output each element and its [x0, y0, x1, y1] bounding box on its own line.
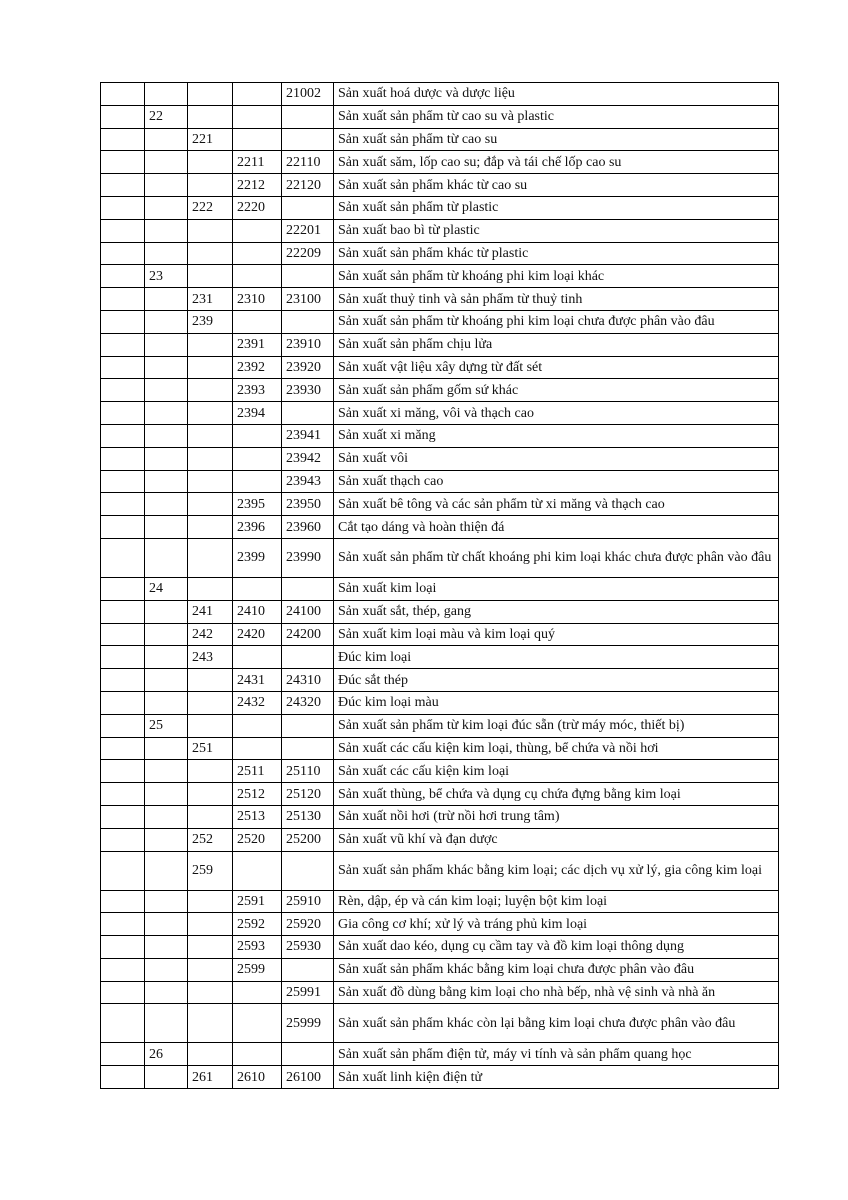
- level1-code-cell: [101, 600, 145, 623]
- level1-code-cell: [101, 936, 145, 959]
- industry-name-cell: Sản xuất sản phẩm từ kim loại đúc sẵn (trừ máy móc, thiết bị): [334, 714, 779, 737]
- table-row: [101, 219, 779, 242]
- table-row: [101, 128, 779, 151]
- table-row: [101, 516, 779, 539]
- level4-code-cell: [233, 981, 282, 1004]
- industry-name-cell: Sản xuất hoá dược và dược liệu: [334, 83, 779, 106]
- level4-code-cell: 2592: [233, 913, 282, 936]
- level1-code-cell: [101, 714, 145, 737]
- level5-code-cell: 22110: [282, 151, 334, 174]
- table-row: [101, 538, 779, 577]
- industry-name-cell: Sản xuất sản phẩm khác từ cao su: [334, 174, 779, 197]
- level2-code-cell: [145, 310, 188, 333]
- level1-code-cell: [101, 151, 145, 174]
- table-row: [101, 577, 779, 600]
- level3-code-cell: [188, 356, 233, 379]
- level1-code-cell: [101, 958, 145, 981]
- level5-code-cell: 24100: [282, 600, 334, 623]
- table-row: [101, 958, 779, 981]
- level1-code-cell: [101, 470, 145, 493]
- table-row: [101, 669, 779, 692]
- level1-code-cell: [101, 890, 145, 913]
- level2-code-cell: [145, 669, 188, 692]
- level3-code-cell: [188, 714, 233, 737]
- level5-code-cell: [282, 714, 334, 737]
- level5-code-cell: 25999: [282, 1004, 334, 1043]
- level4-code-cell: [233, 83, 282, 106]
- table-row: [101, 623, 779, 646]
- level5-code-cell: 23943: [282, 470, 334, 493]
- table-row: [101, 151, 779, 174]
- level5-code-cell: 23941: [282, 424, 334, 447]
- level1-code-cell: [101, 805, 145, 828]
- industry-name-cell: Sản xuất sản phẩm gốm sứ khác: [334, 379, 779, 402]
- industry-name-cell: Sản xuất vôi: [334, 447, 779, 470]
- level3-code-cell: [188, 83, 233, 106]
- table-row: [101, 174, 779, 197]
- level1-code-cell: [101, 669, 145, 692]
- level4-code-cell: 2520: [233, 828, 282, 851]
- level5-code-cell: [282, 737, 334, 760]
- level1-code-cell: [101, 577, 145, 600]
- level4-code-cell: 2220: [233, 196, 282, 219]
- level3-code-cell: 221: [188, 128, 233, 151]
- table-row: [101, 196, 779, 219]
- table-row: [101, 828, 779, 851]
- level3-code-cell: 239: [188, 310, 233, 333]
- level2-code-cell: [145, 516, 188, 539]
- level5-code-cell: 24200: [282, 623, 334, 646]
- level2-code-cell: [145, 288, 188, 311]
- level5-code-cell: 22209: [282, 242, 334, 265]
- level1-code-cell: [101, 196, 145, 219]
- level5-code-cell: 23930: [282, 379, 334, 402]
- level2-code-cell: [145, 1066, 188, 1089]
- level1-code-cell: [101, 828, 145, 851]
- level1-code-cell: [101, 1066, 145, 1089]
- industry-name-cell: Cắt tạo dáng và hoàn thiện đá: [334, 516, 779, 539]
- level3-code-cell: 222: [188, 196, 233, 219]
- level4-code-cell: 2396: [233, 516, 282, 539]
- industry-name-cell: Sản xuất sản phẩm từ cao su: [334, 128, 779, 151]
- level1-code-cell: [101, 379, 145, 402]
- level5-code-cell: 22120: [282, 174, 334, 197]
- level2-code-cell: [145, 783, 188, 806]
- level1-code-cell: [101, 219, 145, 242]
- level4-code-cell: [233, 447, 282, 470]
- level2-code-cell: [145, 851, 188, 890]
- level2-code-cell: [145, 424, 188, 447]
- industry-name-cell: Đúc kim loại: [334, 646, 779, 669]
- level2-code-cell: [145, 174, 188, 197]
- table-row: [101, 783, 779, 806]
- level1-code-cell: [101, 310, 145, 333]
- level3-code-cell: [188, 493, 233, 516]
- level3-code-cell: [188, 1043, 233, 1066]
- industry-name-cell: Sản xuất đồ dùng bằng kim loại cho nhà bếp, nhà vệ sinh và nhà ăn: [334, 981, 779, 1004]
- level2-code-cell: 23: [145, 265, 188, 288]
- level3-code-cell: [188, 447, 233, 470]
- level5-code-cell: [282, 402, 334, 425]
- level4-code-cell: [233, 310, 282, 333]
- level2-code-cell: [145, 828, 188, 851]
- level1-code-cell: [101, 1004, 145, 1043]
- table-row: [101, 288, 779, 311]
- level4-code-cell: [233, 424, 282, 447]
- level4-code-cell: [233, 219, 282, 242]
- level2-code-cell: [145, 128, 188, 151]
- level2-code-cell: [145, 356, 188, 379]
- level1-code-cell: [101, 288, 145, 311]
- level3-code-cell: [188, 379, 233, 402]
- level1-code-cell: [101, 333, 145, 356]
- level3-code-cell: [188, 402, 233, 425]
- table-row: [101, 105, 779, 128]
- level3-code-cell: [188, 805, 233, 828]
- level3-code-cell: [188, 265, 233, 288]
- level1-code-cell: [101, 105, 145, 128]
- level4-code-cell: 2593: [233, 936, 282, 959]
- table-row: [101, 913, 779, 936]
- level4-code-cell: [233, 577, 282, 600]
- industry-name-cell: Sản xuất các cấu kiện kim loại, thùng, bể chứa và nồi hơi: [334, 737, 779, 760]
- level4-code-cell: 2512: [233, 783, 282, 806]
- industry-name-cell: Sản xuất sản phẩm từ khoáng phi kim loại khác: [334, 265, 779, 288]
- level3-code-cell: 252: [188, 828, 233, 851]
- level4-code-cell: [233, 737, 282, 760]
- level4-code-cell: [233, 714, 282, 737]
- level2-code-cell: [145, 913, 188, 936]
- table-row: [101, 424, 779, 447]
- level4-code-cell: 2211: [233, 151, 282, 174]
- level1-code-cell: [101, 265, 145, 288]
- level1-code-cell: [101, 783, 145, 806]
- level3-code-cell: 261: [188, 1066, 233, 1089]
- level4-code-cell: [233, 242, 282, 265]
- level2-code-cell: [145, 691, 188, 714]
- level4-code-cell: [233, 1043, 282, 1066]
- level2-code-cell: [145, 936, 188, 959]
- level5-code-cell: 23942: [282, 447, 334, 470]
- level2-code-cell: [145, 196, 188, 219]
- table-row: [101, 402, 779, 425]
- level1-code-cell: [101, 242, 145, 265]
- level5-code-cell: 23910: [282, 333, 334, 356]
- level3-code-cell: [188, 538, 233, 577]
- table-row: [101, 936, 779, 959]
- level2-code-cell: 26: [145, 1043, 188, 1066]
- level3-code-cell: [188, 1004, 233, 1043]
- level2-code-cell: [145, 981, 188, 1004]
- industry-name-cell: Rèn, dập, ép và cán kim loại; luyện bột kim loại: [334, 890, 779, 913]
- table-row: [101, 981, 779, 1004]
- table-row: [101, 714, 779, 737]
- level5-code-cell: 25110: [282, 760, 334, 783]
- level3-code-cell: [188, 516, 233, 539]
- industry-name-cell: Sản xuất sản phẩm chịu lửa: [334, 333, 779, 356]
- table-row: [101, 242, 779, 265]
- level2-code-cell: [145, 151, 188, 174]
- level2-code-cell: [145, 1004, 188, 1043]
- level5-code-cell: 23990: [282, 538, 334, 577]
- level1-code-cell: [101, 424, 145, 447]
- industry-name-cell: Sản xuất sản phẩm điện tử, máy vi tính và sản phẩm quang học: [334, 1043, 779, 1066]
- table-row: [101, 1043, 779, 1066]
- level3-code-cell: 259: [188, 851, 233, 890]
- level3-code-cell: [188, 424, 233, 447]
- level3-code-cell: [188, 691, 233, 714]
- level1-code-cell: [101, 981, 145, 1004]
- level5-code-cell: 25991: [282, 981, 334, 1004]
- table-row: [101, 851, 779, 890]
- level2-code-cell: [145, 242, 188, 265]
- industry-name-cell: Sản xuất các cấu kiện kim loại: [334, 760, 779, 783]
- level3-code-cell: [188, 105, 233, 128]
- level5-code-cell: 25130: [282, 805, 334, 828]
- level1-code-cell: [101, 493, 145, 516]
- table-row: [101, 1066, 779, 1089]
- level5-code-cell: [282, 265, 334, 288]
- level4-code-cell: 2591: [233, 890, 282, 913]
- industry-name-cell: Sản xuất săm, lốp cao su; đắp và tái chế lốp cao su: [334, 151, 779, 174]
- level3-code-cell: [188, 783, 233, 806]
- level5-code-cell: 23960: [282, 516, 334, 539]
- level5-code-cell: 23950: [282, 493, 334, 516]
- table-row: [101, 805, 779, 828]
- level2-code-cell: [145, 737, 188, 760]
- table-row: [101, 691, 779, 714]
- level2-code-cell: [145, 379, 188, 402]
- level4-code-cell: 2513: [233, 805, 282, 828]
- table-row: [101, 356, 779, 379]
- industry-name-cell: Sản xuất sắt, thép, gang: [334, 600, 779, 623]
- level2-code-cell: 25: [145, 714, 188, 737]
- table-row: [101, 1004, 779, 1043]
- level4-code-cell: 2431: [233, 669, 282, 692]
- level2-code-cell: [145, 470, 188, 493]
- table-row: [101, 646, 779, 669]
- level4-code-cell: [233, 265, 282, 288]
- level1-code-cell: [101, 1043, 145, 1066]
- level5-code-cell: 24310: [282, 669, 334, 692]
- table-row: [101, 890, 779, 913]
- industry-name-cell: Sản xuất sản phẩm từ cao su và plastic: [334, 105, 779, 128]
- level2-code-cell: 22: [145, 105, 188, 128]
- level3-code-cell: [188, 760, 233, 783]
- level5-code-cell: 26100: [282, 1066, 334, 1089]
- level1-code-cell: [101, 447, 145, 470]
- industry-name-cell: Đúc sắt thép: [334, 669, 779, 692]
- level4-code-cell: 2420: [233, 623, 282, 646]
- industry-name-cell: Sản xuất vật liệu xây dựng từ đất sét: [334, 356, 779, 379]
- level3-code-cell: 242: [188, 623, 233, 646]
- industry-name-cell: Sản xuất sản phẩm khác bằng kim loại; các dịch vụ xử lý, gia công kim loại: [334, 851, 779, 890]
- level5-code-cell: 23100: [282, 288, 334, 311]
- level5-code-cell: [282, 577, 334, 600]
- table-row: [101, 470, 779, 493]
- industry-name-cell: Sản xuất kim loại màu và kim loại quý: [334, 623, 779, 646]
- level1-code-cell: [101, 851, 145, 890]
- level4-code-cell: 2610: [233, 1066, 282, 1089]
- table-row: [101, 600, 779, 623]
- industry-name-cell: Sản xuất thạch cao: [334, 470, 779, 493]
- table-row: [101, 333, 779, 356]
- industry-name-cell: Sản xuất nồi hơi (trừ nồi hơi trung tâm): [334, 805, 779, 828]
- table-row: [101, 265, 779, 288]
- level2-code-cell: [145, 890, 188, 913]
- industry-name-cell: Gia công cơ khí; xử lý và tráng phủ kim loại: [334, 913, 779, 936]
- industry-name-cell: Sản xuất xi măng: [334, 424, 779, 447]
- level4-code-cell: [233, 646, 282, 669]
- table-row: [101, 447, 779, 470]
- level4-code-cell: 2391: [233, 333, 282, 356]
- level3-code-cell: [188, 890, 233, 913]
- level5-code-cell: [282, 310, 334, 333]
- level4-code-cell: [233, 105, 282, 128]
- table-row: [101, 83, 779, 106]
- level2-code-cell: [145, 805, 188, 828]
- level1-code-cell: [101, 516, 145, 539]
- industry-code-table-body: [101, 83, 779, 1089]
- level1-code-cell: [101, 646, 145, 669]
- level5-code-cell: [282, 1043, 334, 1066]
- level5-code-cell: 25910: [282, 890, 334, 913]
- level3-code-cell: [188, 151, 233, 174]
- industry-name-cell: Sản xuất sản phẩm khác từ plastic: [334, 242, 779, 265]
- level3-code-cell: [188, 913, 233, 936]
- industry-name-cell: Sản xuất sản phẩm từ plastic: [334, 196, 779, 219]
- level1-code-cell: [101, 737, 145, 760]
- level2-code-cell: [145, 447, 188, 470]
- level5-code-cell: [282, 196, 334, 219]
- level4-code-cell: 2310: [233, 288, 282, 311]
- level4-code-cell: 2511: [233, 760, 282, 783]
- industry-name-cell: Sản xuất sản phẩm khác còn lại bằng kim loại chưa được phân vào đâu: [334, 1004, 779, 1043]
- level3-code-cell: 251: [188, 737, 233, 760]
- level3-code-cell: [188, 577, 233, 600]
- level4-code-cell: 2395: [233, 493, 282, 516]
- industry-name-cell: Sản xuất sản phẩm từ chất khoáng phi kim loại khác chưa được phân vào đâu: [334, 538, 779, 577]
- level1-code-cell: [101, 913, 145, 936]
- level2-code-cell: [145, 402, 188, 425]
- level2-code-cell: [145, 219, 188, 242]
- level1-code-cell: [101, 356, 145, 379]
- level1-code-cell: [101, 174, 145, 197]
- level1-code-cell: [101, 402, 145, 425]
- level3-code-cell: [188, 242, 233, 265]
- level3-code-cell: [188, 981, 233, 1004]
- level1-code-cell: [101, 691, 145, 714]
- level3-code-cell: [188, 333, 233, 356]
- level4-code-cell: 2392: [233, 356, 282, 379]
- level5-code-cell: 24320: [282, 691, 334, 714]
- level2-code-cell: [145, 600, 188, 623]
- level5-code-cell: [282, 958, 334, 981]
- level2-code-cell: [145, 646, 188, 669]
- level5-code-cell: [282, 646, 334, 669]
- table-row: [101, 760, 779, 783]
- industry-name-cell: Sản xuất sản phẩm khác bằng kim loại chưa được phân vào đâu: [334, 958, 779, 981]
- level2-code-cell: [145, 83, 188, 106]
- level1-code-cell: [101, 538, 145, 577]
- level3-code-cell: [188, 219, 233, 242]
- level5-code-cell: 23920: [282, 356, 334, 379]
- table-row: [101, 493, 779, 516]
- level4-code-cell: [233, 470, 282, 493]
- level3-code-cell: [188, 669, 233, 692]
- level2-code-cell: [145, 333, 188, 356]
- level1-code-cell: [101, 83, 145, 106]
- level4-code-cell: [233, 128, 282, 151]
- level5-code-cell: 25120: [282, 783, 334, 806]
- level4-code-cell: 2410: [233, 600, 282, 623]
- level3-code-cell: 241: [188, 600, 233, 623]
- industry-name-cell: Sản xuất thuỷ tinh và sản phẩm từ thuỷ tinh: [334, 288, 779, 311]
- level5-code-cell: [282, 128, 334, 151]
- level5-code-cell: 22201: [282, 219, 334, 242]
- level4-code-cell: 2212: [233, 174, 282, 197]
- level2-code-cell: [145, 623, 188, 646]
- level4-code-cell: [233, 1004, 282, 1043]
- level5-code-cell: [282, 851, 334, 890]
- level3-code-cell: [188, 936, 233, 959]
- level2-code-cell: 24: [145, 577, 188, 600]
- level2-code-cell: [145, 493, 188, 516]
- level3-code-cell: [188, 958, 233, 981]
- level2-code-cell: [145, 760, 188, 783]
- industry-name-cell: Sản xuất bê tông và các sản phẩm từ xi măng và thạch cao: [334, 493, 779, 516]
- industry-name-cell: Sản xuất bao bì từ plastic: [334, 219, 779, 242]
- level3-code-cell: 243: [188, 646, 233, 669]
- industry-name-cell: Sản xuất vũ khí và đạn dược: [334, 828, 779, 851]
- level5-code-cell: 25200: [282, 828, 334, 851]
- industry-name-cell: Sản xuất thùng, bể chứa và dụng cụ chứa đựng bằng kim loại: [334, 783, 779, 806]
- level4-code-cell: 2393: [233, 379, 282, 402]
- level1-code-cell: [101, 760, 145, 783]
- level1-code-cell: [101, 623, 145, 646]
- level5-code-cell: 25930: [282, 936, 334, 959]
- industry-name-cell: Đúc kim loại màu: [334, 691, 779, 714]
- industry-name-cell: Sản xuất dao kéo, dụng cụ cầm tay và đồ kim loại thông dụng: [334, 936, 779, 959]
- industry-name-cell: Sản xuất xi măng, vôi và thạch cao: [334, 402, 779, 425]
- industry-name-cell: Sản xuất sản phẩm từ khoáng phi kim loại chưa được phân vào đâu: [334, 310, 779, 333]
- industry-name-cell: Sản xuất linh kiện điện tử: [334, 1066, 779, 1089]
- industry-name-cell: Sản xuất kim loại: [334, 577, 779, 600]
- level3-code-cell: [188, 174, 233, 197]
- level4-code-cell: 2394: [233, 402, 282, 425]
- table-row: [101, 310, 779, 333]
- level3-code-cell: [188, 470, 233, 493]
- level2-code-cell: [145, 538, 188, 577]
- table-row: [101, 379, 779, 402]
- table-row: [101, 737, 779, 760]
- level4-code-cell: 2432: [233, 691, 282, 714]
- level5-code-cell: 25920: [282, 913, 334, 936]
- level5-code-cell: [282, 105, 334, 128]
- level2-code-cell: [145, 958, 188, 981]
- level4-code-cell: 2599: [233, 958, 282, 981]
- level5-code-cell: 21002: [282, 83, 334, 106]
- level4-code-cell: 2399: [233, 538, 282, 577]
- level1-code-cell: [101, 128, 145, 151]
- industry-code-table: [100, 82, 779, 1089]
- level4-code-cell: [233, 851, 282, 890]
- level3-code-cell: 231: [188, 288, 233, 311]
